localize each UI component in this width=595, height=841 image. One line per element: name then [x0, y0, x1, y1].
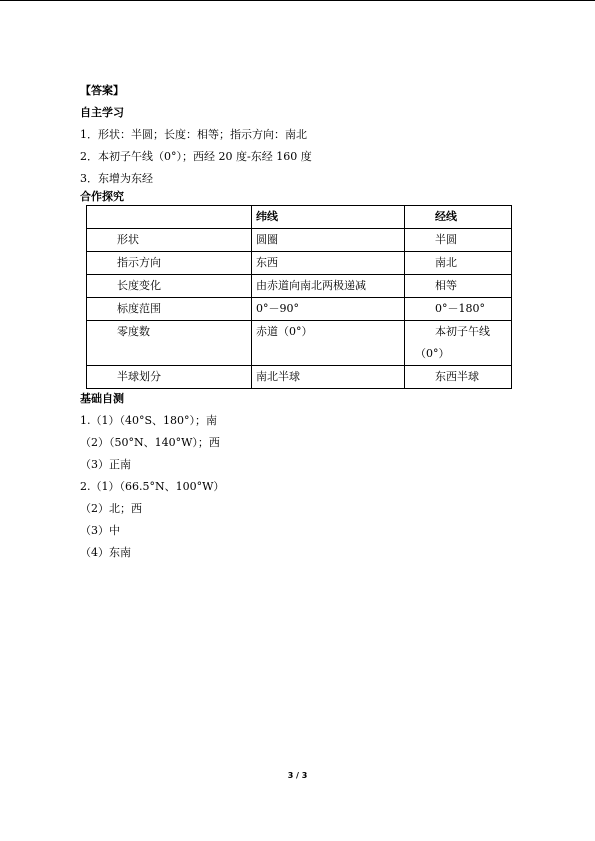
table-header-cell: 经线	[405, 206, 512, 229]
self-test-item: 2.（1）（66.5°N、100°W）	[80, 480, 225, 493]
self-study-item-1: 1．形状：半圆；长度：相等；指示方向：南北	[80, 128, 307, 141]
table-cell-line: （0°）	[415, 347, 450, 360]
table-header-cell: 纬线	[252, 206, 405, 229]
self-test-item: （2）（50°N、140°W）；西	[80, 436, 220, 449]
table-cell-line: 本初子午线	[435, 325, 490, 338]
self-test-item: （3）中	[80, 524, 120, 537]
answer-heading: 【答案】	[80, 84, 124, 97]
self-study-item-2: 2．本初子午线（0°）；西经 20 度-东经 160 度	[80, 150, 312, 163]
table-cell: 指示方向	[87, 252, 252, 275]
table-header-cell	[87, 206, 252, 229]
table-cell	[405, 321, 512, 366]
table-cell: 赤道（0°）	[252, 321, 405, 366]
section-self-study-title: 自主学习	[80, 106, 124, 119]
table-cell: 半球划分	[87, 366, 252, 389]
table-row	[87, 275, 512, 298]
table-cell: 形状	[87, 229, 252, 252]
table-cell: 由赤道向南北两极递减	[252, 275, 405, 298]
self-test-item: （3）正南	[80, 458, 131, 471]
table-cell: 南北半球	[252, 366, 405, 389]
table-row	[87, 321, 512, 366]
table-cell: 圆圈	[252, 229, 405, 252]
section-cooperative-title: 合作探究	[80, 190, 124, 203]
table-cell: 半圆	[405, 229, 512, 252]
table-cell: 0°－90°	[252, 298, 405, 321]
self-study-item-3: 3．东增为东经	[80, 172, 153, 185]
section-self-test-title: 基础自测	[80, 392, 124, 405]
table-cell: 南北	[405, 252, 512, 275]
table-cell: 0°－180°	[405, 298, 512, 321]
table-cell: 东西半球	[405, 366, 512, 389]
table-row	[87, 229, 512, 252]
table-cell: 相等	[405, 275, 512, 298]
table-row	[87, 252, 512, 275]
self-test-item: （2）北；西	[80, 502, 142, 515]
table-cell: 东西	[252, 252, 405, 275]
table-cell: 长度变化	[87, 275, 252, 298]
page-top-rule	[0, 0, 595, 1]
table-row	[87, 298, 512, 321]
self-test-item: （4）东南	[80, 546, 131, 559]
table-header-row	[87, 206, 512, 229]
table-cell: 标度范围	[87, 298, 252, 321]
self-test-item: 1.（1）（40°S、180°）；南	[80, 414, 218, 427]
page-number: 3 / 3	[287, 771, 308, 780]
comparison-table	[86, 205, 512, 389]
table-row	[87, 366, 512, 389]
table-cell: 零度数	[87, 321, 252, 366]
